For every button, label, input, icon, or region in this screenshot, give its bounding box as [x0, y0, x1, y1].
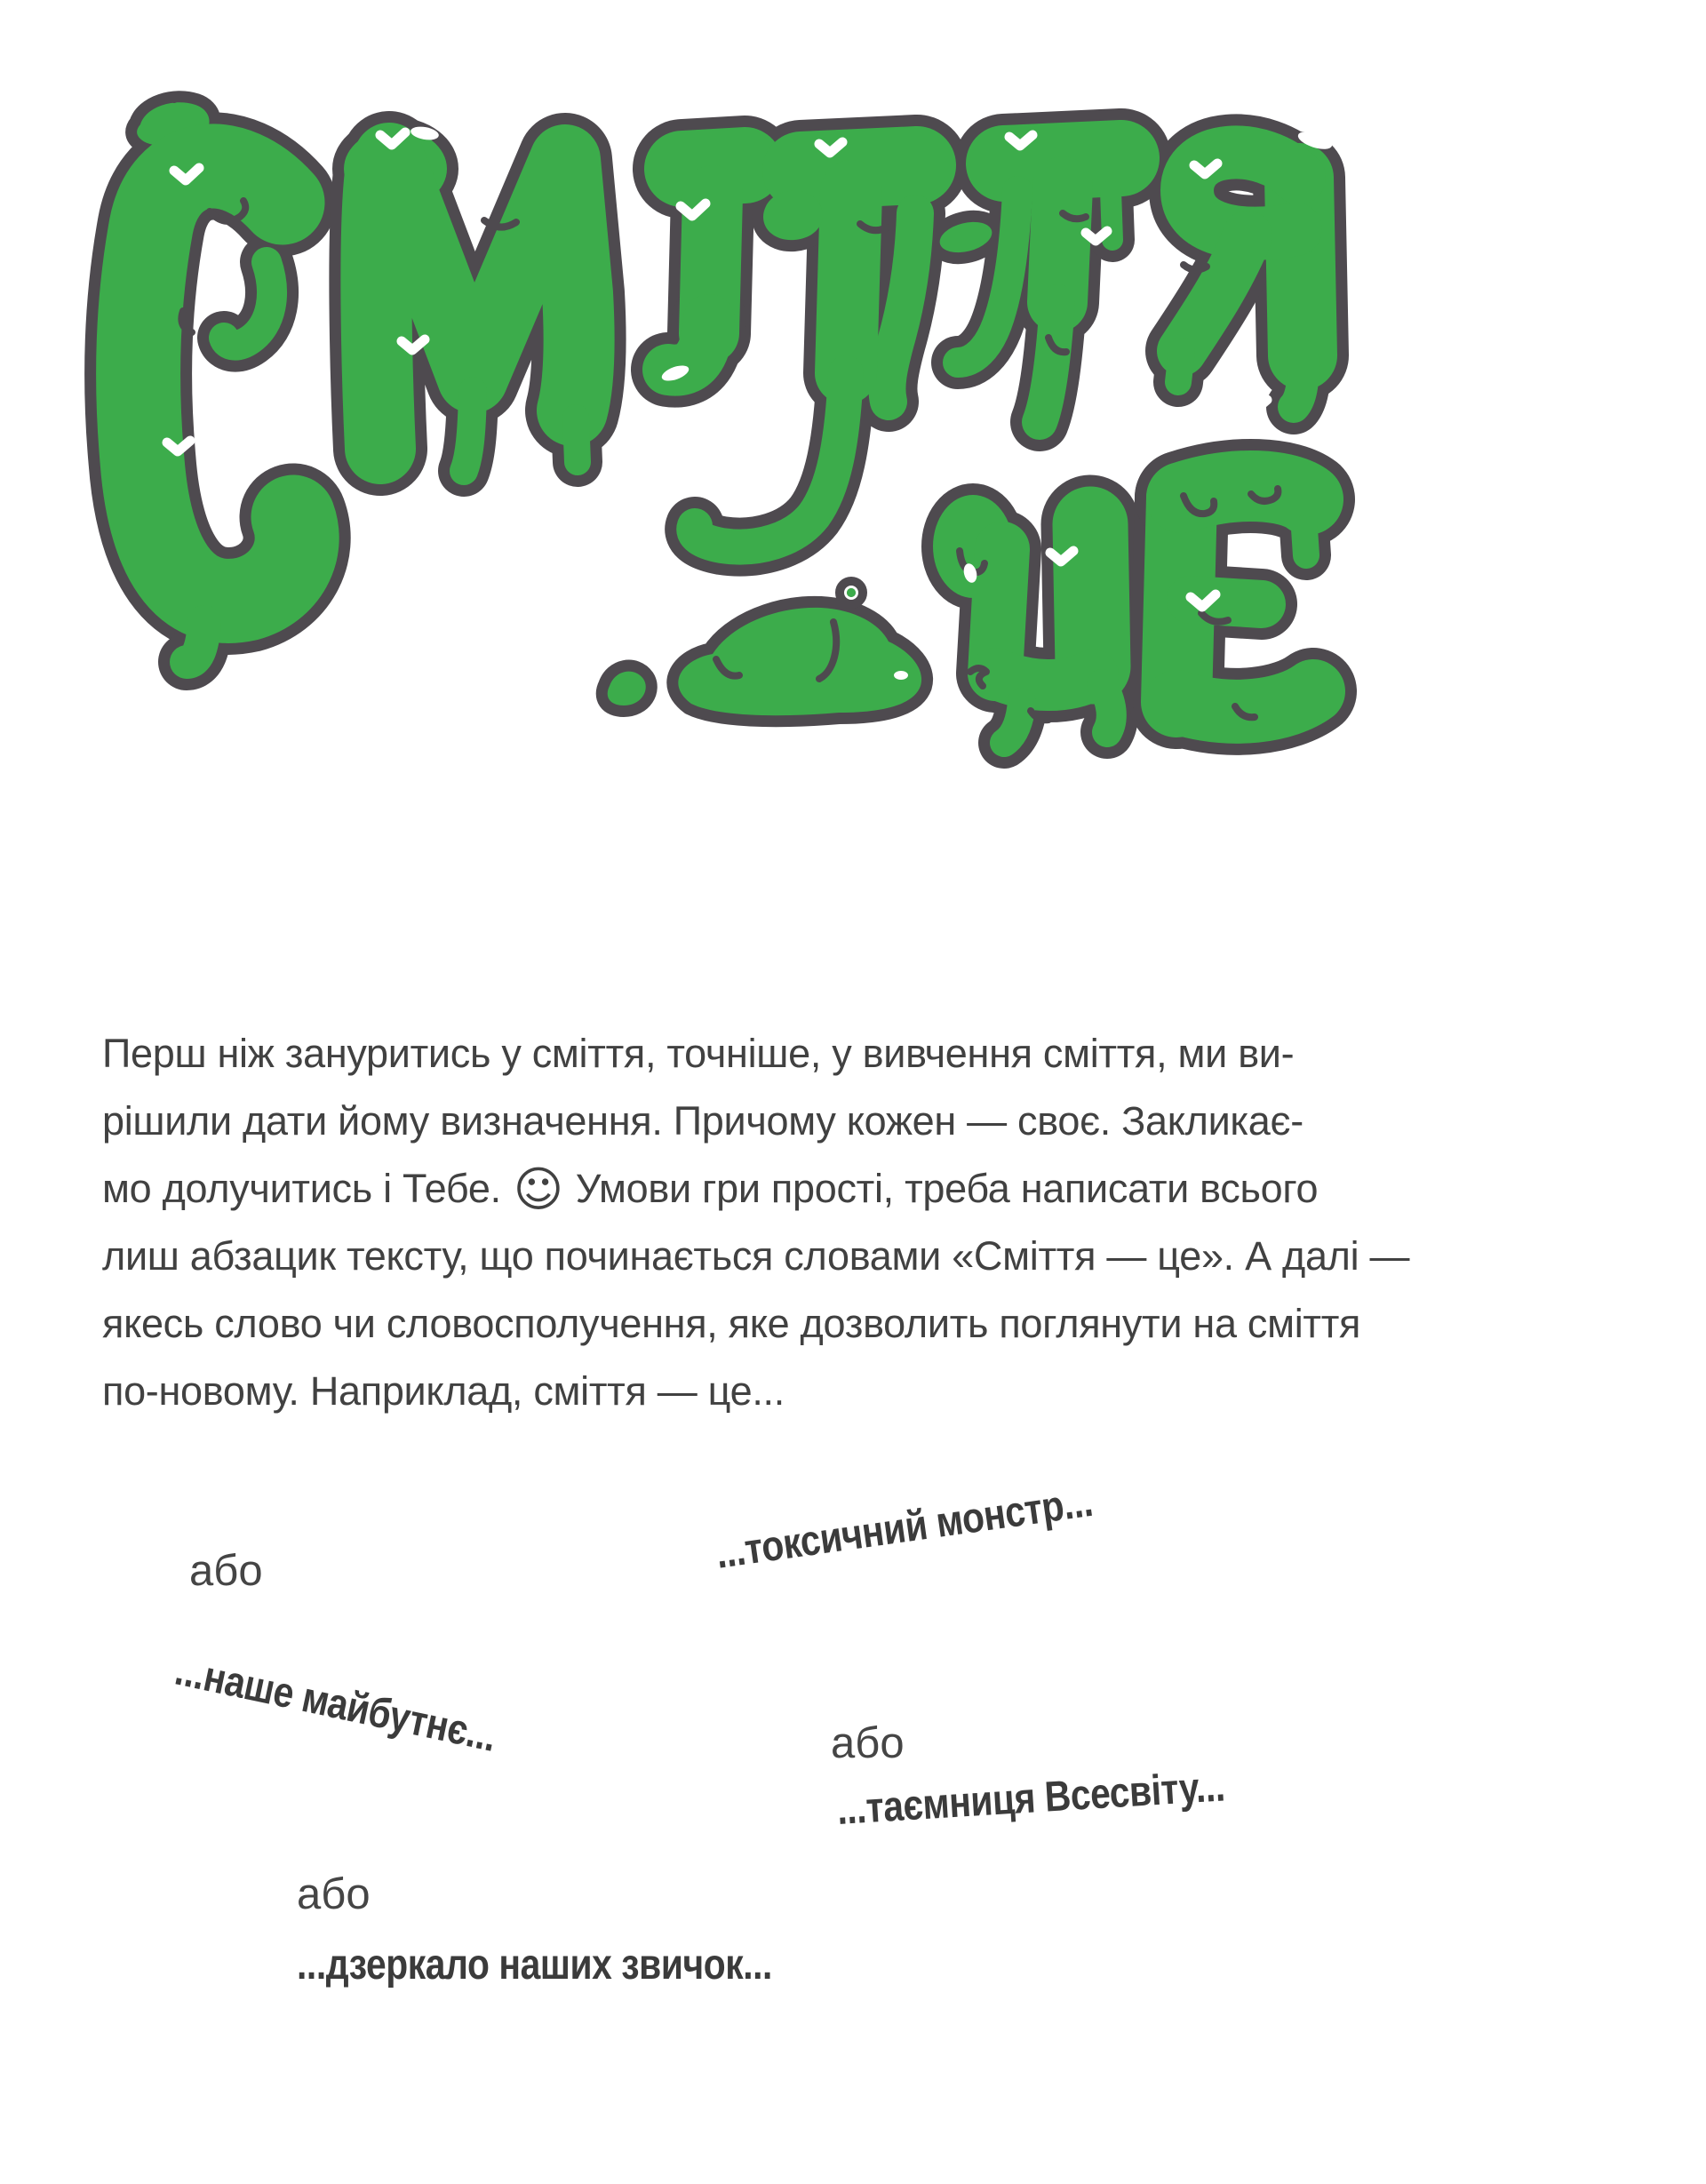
- intro-line: по-новому. Наприклад, сміття — це...: [102, 1368, 785, 1414]
- slime-title-art: [80, 80, 1359, 782]
- connector-abo-3: або: [297, 1870, 371, 1918]
- definition-mirror-of-habits: ...дзеркало наших звичок...: [297, 1941, 772, 1989]
- definition-our-future: ...наше майбутнє...: [171, 1646, 501, 1761]
- intro-line: Перш ніж зануритись у сміття, точніше, у вивчення сміття, ми ви-: [102, 1031, 1295, 1076]
- smiley-icon: ☺: [513, 1161, 563, 1217]
- intro-line: лиш абзацик тексту, що починається словами «Сміття — це». А далі —: [102, 1233, 1410, 1279]
- definition-toxic-monster: ...токсичний монстр...: [713, 1478, 1096, 1578]
- intro-line-3-post: Умови гри прості, треба написати всього: [575, 1166, 1319, 1211]
- definition-universe-mystery: ...таємниця Всесвіту...: [835, 1763, 1226, 1834]
- connector-abo-1: або: [189, 1547, 263, 1595]
- intro-line: якесь слово чи словосполучення, яке дозволить поглянути на сміття: [102, 1301, 1361, 1346]
- connector-abo-2: або: [831, 1719, 905, 1767]
- intro-line: [102, 1155, 1426, 1223]
- intro-paragraph: [102, 1020, 1426, 1425]
- intro-line: рішили дати йому визначення. Причому кожен — своє. Закликає-: [102, 1098, 1303, 1144]
- intro-line-3-pre: мо долучитись і Тебе.: [102, 1166, 501, 1211]
